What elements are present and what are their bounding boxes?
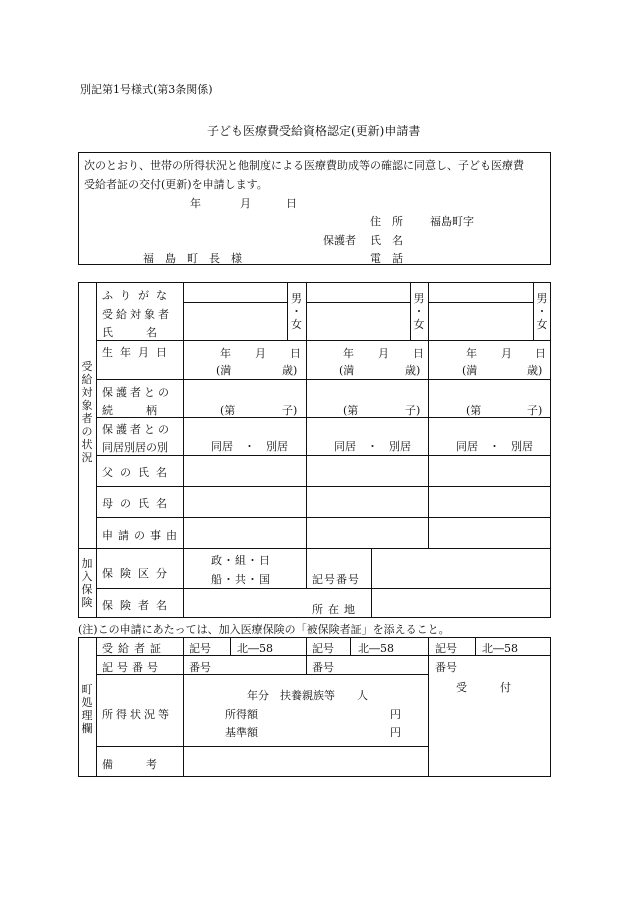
insurance-side-label: 加 入 保 険 xyxy=(81,557,93,609)
age-open-3: (満 xyxy=(462,364,478,377)
income-status-label: 所得状況等 xyxy=(102,708,172,721)
cert-number-label-1: 番号 xyxy=(189,661,211,674)
birth-month-1[interactable]: 月 xyxy=(255,347,266,360)
cert-symbol-label-3: 記号 xyxy=(435,642,457,655)
remarks-label: 備 考 xyxy=(102,758,157,771)
age-open-2: (満 xyxy=(339,364,355,377)
age-close-3[interactable]: 歳) xyxy=(527,364,543,377)
child-order-close-2[interactable]: 子) xyxy=(405,404,421,417)
birth-day-2[interactable]: 日 xyxy=(413,347,424,360)
insurance-type-label: 保険区分 xyxy=(102,567,174,580)
age-close-1[interactable]: 歳) xyxy=(282,364,298,377)
cohabit-select-2[interactable]: 同居 ・ 別居 xyxy=(334,440,411,453)
child-order-close-3[interactable]: 子) xyxy=(527,404,543,417)
address-field[interactable]: 福島町字 xyxy=(430,215,474,228)
date-year-label[interactable]: 年 xyxy=(190,197,201,210)
recipient-name-label-1: 受給対象者 xyxy=(102,308,172,321)
office-side-label: 町 処 理 欄 xyxy=(81,683,93,735)
cohabit-select-1[interactable]: 同居 ・ 別居 xyxy=(211,440,288,453)
insurance-type-options-2[interactable]: 船・共・国 xyxy=(211,573,271,586)
gender-select-1[interactable]: 男 ・ 女 xyxy=(291,292,302,331)
insurance-type-options-1[interactable]: 政・組・日 xyxy=(211,554,271,567)
guardian-label: 保護者 xyxy=(323,234,356,247)
birth-year-3[interactable]: 年 xyxy=(466,347,477,360)
child-order-open-3: (第 xyxy=(466,404,482,417)
reception-label: 受 付 xyxy=(456,681,511,694)
insurer-name-label: 保険者名 xyxy=(102,599,174,612)
birth-year-2[interactable]: 年 xyxy=(343,347,354,360)
income-standard-yen[interactable]: 円 xyxy=(390,726,401,739)
cohabit-select-3[interactable]: 同居 ・ 別居 xyxy=(456,440,533,453)
father-name-label: 父の氏名 xyxy=(102,466,174,479)
relation-label-2: 続 柄 xyxy=(102,404,157,417)
child-order-open-1: (第 xyxy=(220,404,236,417)
age-open-1: (満 xyxy=(216,364,232,377)
status-side-label: 受 給 対 象 者 の 状 況 xyxy=(81,360,93,464)
birthdate-label: 生年月日 xyxy=(102,346,174,359)
cohabit-label-1: 保護者との xyxy=(102,423,172,436)
location-label: 所在地 xyxy=(312,603,360,616)
recipient-name-label-2: 氏 名 xyxy=(102,326,157,339)
mother-name-label: 母の氏名 xyxy=(102,497,174,510)
symbol-number-label: 記号番号 xyxy=(312,573,360,586)
income-standard-label: 基準額 xyxy=(225,726,258,739)
date-month-label[interactable]: 月 xyxy=(240,197,251,210)
cert-symbol-value-2[interactable]: 北―58 xyxy=(358,642,394,655)
form-number: 別記第1号様式(第3条関係) xyxy=(80,83,213,96)
relation-label-1: 保護者との xyxy=(102,386,172,399)
income-amount-label: 所得額 xyxy=(225,708,258,721)
attachment-note: (注)この申請にあたっては、加入医療保険の「被保険者証」を添えること。 xyxy=(78,623,450,636)
name-label: 氏 名 xyxy=(370,234,403,247)
cert-symbol-value-3[interactable]: 北―58 xyxy=(482,642,518,655)
form-title: 子ども医療費受給資格認定(更新)申請書 xyxy=(207,124,421,138)
income-amount-yen[interactable]: 円 xyxy=(390,708,401,721)
gender-select-2[interactable]: 男 ・ 女 xyxy=(413,292,425,331)
birth-month-2[interactable]: 月 xyxy=(378,347,389,360)
cohabit-label-2: 同居別居の別 xyxy=(102,441,168,454)
child-order-close-1[interactable]: 子) xyxy=(282,404,298,417)
birth-year-1[interactable]: 年 xyxy=(220,347,231,360)
cert-symbol-value-1[interactable]: 北―58 xyxy=(237,642,273,655)
age-close-2[interactable]: 歳) xyxy=(405,364,421,377)
reason-label: 申請の事由 xyxy=(102,529,182,542)
gender-select-3[interactable]: 男 ・ 女 xyxy=(536,292,548,331)
addressee: 福 島 町 長 様 xyxy=(143,252,242,265)
number-label: 記号番号 xyxy=(102,661,162,674)
application-text-2: 受給者証の交付(更新)を申請します。 xyxy=(84,178,268,191)
birth-month-3[interactable]: 月 xyxy=(501,347,512,360)
address-label: 住 所 xyxy=(370,215,403,228)
child-order-open-2: (第 xyxy=(343,404,359,417)
cert-number-label-2: 番号 xyxy=(312,661,334,674)
cert-symbol-label-2: 記号 xyxy=(312,642,334,655)
cert-symbol-label-1: 記号 xyxy=(189,642,211,655)
furigana-label: ふりがな xyxy=(102,289,174,302)
birth-day-1[interactable]: 日 xyxy=(290,347,301,360)
cert-number-label-3: 番号 xyxy=(435,661,457,674)
birth-day-3[interactable]: 日 xyxy=(535,347,546,360)
cert-label: 受給者証 xyxy=(102,642,166,655)
phone-label: 電 話 xyxy=(370,252,403,265)
income-dependents[interactable]: 年分 扶養親族等 人 xyxy=(247,689,368,702)
application-text-1: 次のとおり、世帯の所得状況と他制度による医療費助成等の確認に同意し、子ども医療費 xyxy=(84,159,524,172)
date-day-label[interactable]: 日 xyxy=(286,197,297,210)
